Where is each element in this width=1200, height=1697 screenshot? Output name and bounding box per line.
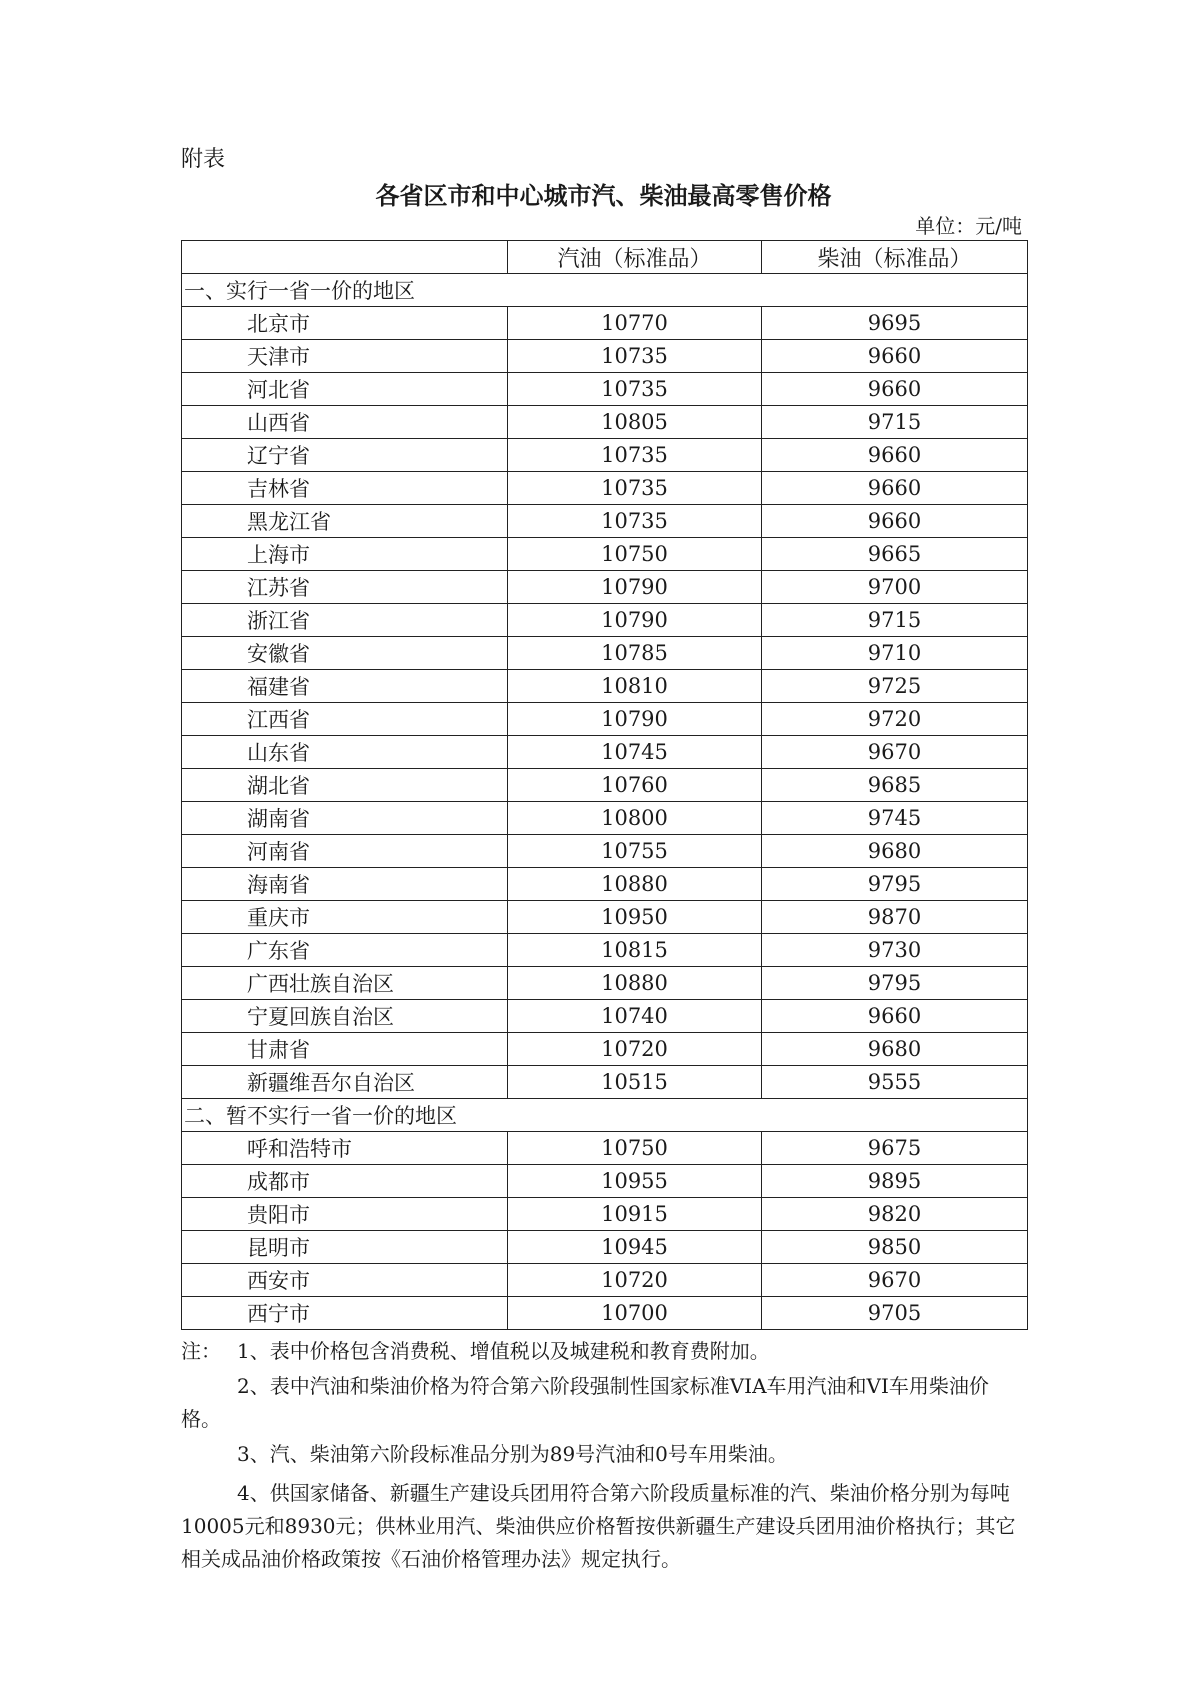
region-cell: 昆明市 <box>182 1231 508 1264</box>
section-label: 一、实行一省一价的地区 <box>182 274 1028 307</box>
note-item <box>181 1335 1027 1368</box>
note-item: 3、汽、柴油第六阶段标准品分别为89号汽油和0号车用柴油。 <box>237 1442 788 1466</box>
diesel-price-cell: 9680 <box>762 835 1028 868</box>
diesel-price-cell: 9710 <box>762 637 1028 670</box>
diesel-price-cell: 9660 <box>762 472 1028 505</box>
region-cell: 浙江省 <box>182 604 508 637</box>
notes-section <box>181 1335 1027 1576</box>
gasoline-price-cell: 10700 <box>508 1297 762 1330</box>
region-cell: 湖南省 <box>182 802 508 835</box>
region-cell: 甘肃省 <box>182 1033 508 1066</box>
gasoline-price-cell: 10790 <box>508 604 762 637</box>
region-cell: 广东省 <box>182 934 508 967</box>
gasoline-price-cell: 10720 <box>508 1033 762 1066</box>
diesel-price-cell: 9725 <box>762 670 1028 703</box>
diesel-price-cell: 9695 <box>762 307 1028 340</box>
diesel-price-cell: 9670 <box>762 736 1028 769</box>
diesel-price-cell: 9660 <box>762 373 1028 406</box>
region-cell: 西宁市 <box>182 1297 508 1330</box>
region-cell: 贵阳市 <box>182 1198 508 1231</box>
region-cell: 西安市 <box>182 1264 508 1297</box>
gasoline-price-cell: 10880 <box>508 967 762 1000</box>
gasoline-price-cell: 10745 <box>508 736 762 769</box>
diesel-price-cell: 9895 <box>762 1165 1028 1198</box>
region-cell: 安徽省 <box>182 637 508 670</box>
table-header-row <box>182 241 1028 274</box>
region-cell: 新疆维吾尔自治区 <box>182 1066 508 1099</box>
gasoline-price-cell: 10815 <box>508 934 762 967</box>
gasoline-price-cell: 10735 <box>508 505 762 538</box>
section-row <box>182 1099 1028 1132</box>
gasoline-price-cell: 10770 <box>508 307 762 340</box>
table-row <box>182 835 1028 868</box>
region-cell: 湖北省 <box>182 769 508 802</box>
region-cell: 江苏省 <box>182 571 508 604</box>
region-cell: 海南省 <box>182 868 508 901</box>
table-row <box>182 1000 1028 1033</box>
region-cell: 江西省 <box>182 703 508 736</box>
table-row <box>182 802 1028 835</box>
diesel-price-cell: 9715 <box>762 604 1028 637</box>
table-row <box>182 736 1028 769</box>
diesel-price-cell: 9720 <box>762 703 1028 736</box>
gasoline-price-cell: 10790 <box>508 571 762 604</box>
page-title: 各省区市和中心城市汽、柴油最高零售价格 <box>375 182 832 210</box>
gasoline-price-cell: 10915 <box>508 1198 762 1231</box>
table-row <box>182 1264 1028 1297</box>
gasoline-price-cell: 10945 <box>508 1231 762 1264</box>
diesel-price-cell: 9795 <box>762 967 1028 1000</box>
table-row <box>182 406 1028 439</box>
table-row <box>182 472 1028 505</box>
table-row <box>182 1066 1028 1099</box>
region-cell: 天津市 <box>182 340 508 373</box>
table-row <box>182 967 1028 1000</box>
price-table <box>181 240 1028 1330</box>
table-row <box>182 670 1028 703</box>
note-item: 2、表中汽油和柴油价格为符合第六阶段强制性国家标准VIA车用汽油和VI车用柴油价格。 <box>181 1374 989 1431</box>
table-row <box>182 340 1028 373</box>
table-row <box>182 1165 1028 1198</box>
region-cell: 山西省 <box>182 406 508 439</box>
gasoline-price-cell: 10755 <box>508 835 762 868</box>
diesel-price-cell: 9730 <box>762 934 1028 967</box>
table-row <box>182 703 1028 736</box>
gasoline-price-cell: 10760 <box>508 769 762 802</box>
region-cell: 吉林省 <box>182 472 508 505</box>
table-row <box>182 373 1028 406</box>
diesel-price-cell: 9745 <box>762 802 1028 835</box>
diesel-price-cell: 9870 <box>762 901 1028 934</box>
table-body <box>182 274 1028 1330</box>
region-cell: 重庆市 <box>182 901 508 934</box>
diesel-price-cell: 9660 <box>762 1000 1028 1033</box>
header-region <box>182 241 508 274</box>
region-cell: 辽宁省 <box>182 439 508 472</box>
diesel-price-cell: 9795 <box>762 868 1028 901</box>
gasoline-price-cell: 10800 <box>508 802 762 835</box>
table-row <box>182 934 1028 967</box>
diesel-price-cell: 9700 <box>762 571 1028 604</box>
region-cell: 河北省 <box>182 373 508 406</box>
region-cell: 山东省 <box>182 736 508 769</box>
diesel-price-cell: 9820 <box>762 1198 1028 1231</box>
region-cell: 成都市 <box>182 1165 508 1198</box>
region-cell: 呼和浩特市 <box>182 1132 508 1165</box>
gasoline-price-cell: 10735 <box>508 340 762 373</box>
diesel-price-cell: 9555 <box>762 1066 1028 1099</box>
table-row <box>182 505 1028 538</box>
gasoline-price-cell: 10790 <box>508 703 762 736</box>
section-row <box>182 274 1028 307</box>
table-row <box>182 1297 1028 1330</box>
table-row <box>182 439 1028 472</box>
gasoline-price-cell: 10750 <box>508 1132 762 1165</box>
region-cell: 北京市 <box>182 307 508 340</box>
table-row <box>182 307 1028 340</box>
gasoline-price-cell: 10805 <box>508 406 762 439</box>
region-cell: 河南省 <box>182 835 508 868</box>
diesel-price-cell: 9660 <box>762 505 1028 538</box>
header-diesel: 柴油（标准品） <box>762 241 1028 274</box>
table-row <box>182 1198 1028 1231</box>
region-cell: 福建省 <box>182 670 508 703</box>
header-gasoline: 汽油（标准品） <box>508 241 762 274</box>
diesel-price-cell: 9670 <box>762 1264 1028 1297</box>
gasoline-price-cell: 10955 <box>508 1165 762 1198</box>
table-row <box>182 1033 1028 1066</box>
table-row <box>182 901 1028 934</box>
gasoline-price-cell: 10740 <box>508 1000 762 1033</box>
table-row <box>182 769 1028 802</box>
gasoline-price-cell: 10735 <box>508 472 762 505</box>
diesel-price-cell: 9705 <box>762 1297 1028 1330</box>
appendix-label: 附表 <box>181 147 226 172</box>
region-cell: 宁夏回族自治区 <box>182 1000 508 1033</box>
table-row <box>182 538 1028 571</box>
gasoline-price-cell: 10720 <box>508 1264 762 1297</box>
section-label: 二、暂不实行一省一价的地区 <box>182 1099 1028 1132</box>
table-row <box>182 604 1028 637</box>
table-row <box>182 571 1028 604</box>
table-row <box>182 1132 1028 1165</box>
diesel-price-cell: 9850 <box>762 1231 1028 1264</box>
diesel-price-cell: 9680 <box>762 1033 1028 1066</box>
table-row <box>182 1231 1028 1264</box>
region-cell: 黑龙江省 <box>182 505 508 538</box>
gasoline-price-cell: 10880 <box>508 868 762 901</box>
gasoline-price-cell: 10950 <box>508 901 762 934</box>
diesel-price-cell: 9660 <box>762 439 1028 472</box>
notes-label: 注： <box>181 1339 221 1363</box>
diesel-price-cell: 9665 <box>762 538 1028 571</box>
unit-label: 单位：元/吨 <box>915 214 1022 238</box>
gasoline-price-cell: 10515 <box>508 1066 762 1099</box>
table-row <box>182 637 1028 670</box>
note-item: 4、供国家储备、新疆生产建设兵团用符合第六阶段质量标准的汽、柴油价格分别为每吨10005元和8930元；供林业用汽、柴油供应价格暂按供新疆生产建设兵团用油价格执行；其它相关成品油价格政策按《石油价格管理办法》规定执行。 <box>181 1481 1016 1571</box>
diesel-price-cell: 9685 <box>762 769 1028 802</box>
region-cell: 广西壮族自治区 <box>182 967 508 1000</box>
diesel-price-cell: 9675 <box>762 1132 1028 1165</box>
gasoline-price-cell: 10810 <box>508 670 762 703</box>
gasoline-price-cell: 10735 <box>508 373 762 406</box>
gasoline-price-cell: 10750 <box>508 538 762 571</box>
table-row <box>182 868 1028 901</box>
note-text: 1、表中价格包含消费税、增值税以及城建税和教育费附加。 <box>237 1339 770 1363</box>
gasoline-price-cell: 10735 <box>508 439 762 472</box>
region-cell: 上海市 <box>182 538 508 571</box>
diesel-price-cell: 9660 <box>762 340 1028 373</box>
gasoline-price-cell: 10785 <box>508 637 762 670</box>
diesel-price-cell: 9715 <box>762 406 1028 439</box>
